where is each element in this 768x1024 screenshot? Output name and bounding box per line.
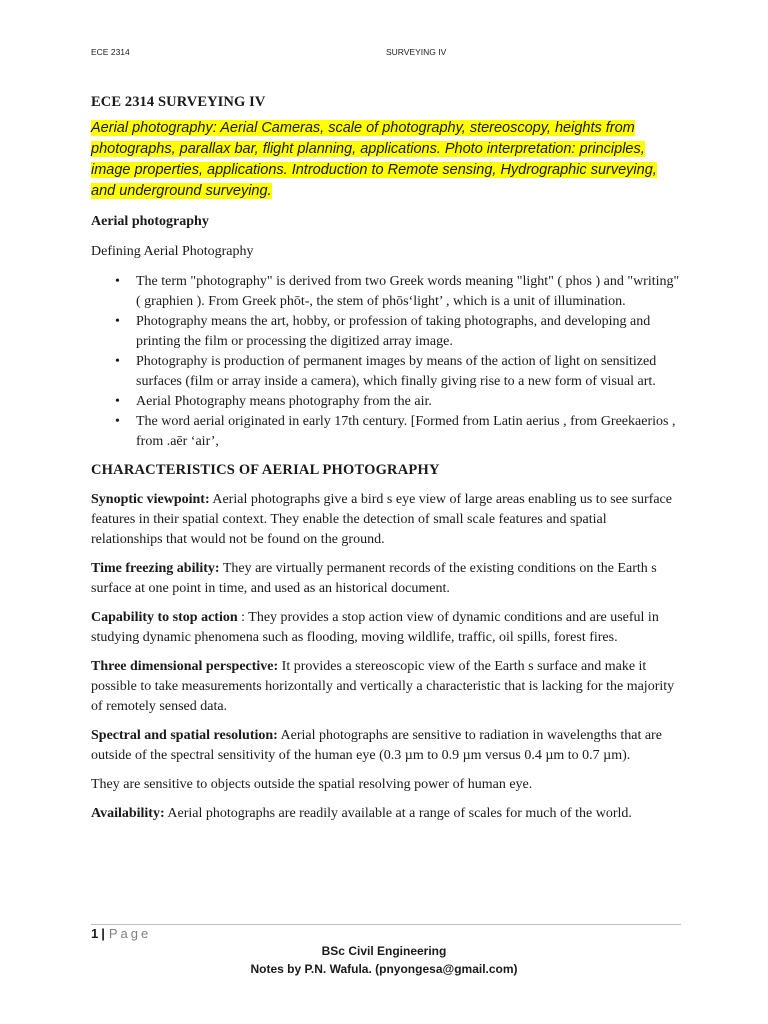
- section-heading-aerial-photography: Aerial photography: [91, 214, 209, 229]
- footer-program: BSc Civil Engineering: [321, 944, 447, 958]
- paragraph-text: Aerial photographs give a bird s eye view of large areas enabling us to see surface features in their spatial context. They enable the detection of small scale features and spatial relationships that would not be found on the ground.: [91, 492, 672, 547]
- list-item: [91, 392, 681, 412]
- list-item-text: Aerial Photography means photography from the air.: [136, 394, 432, 409]
- paragraph-three-dimensional: [91, 657, 681, 717]
- footer-divider: [91, 924, 681, 925]
- bullet-icon: •: [115, 274, 120, 289]
- page-number-separator: |: [101, 926, 105, 941]
- subheading-defining-aerial-photography: Defining Aerial Photography: [91, 244, 254, 259]
- syllabus-paragraph: [91, 118, 681, 202]
- paragraph-text: Aerial photographs are readily available at a range of scales for much of the world.: [164, 806, 632, 821]
- paragraph-label: Three dimensional perspective:: [91, 659, 279, 674]
- paragraph-label: Availability:: [91, 806, 165, 821]
- bullet-icon: •: [115, 414, 120, 429]
- list-item-text: The term "photography" is derived from two Greek words meaning "light" ( phos ) and "writing" ( graphien ). From Greek phōt-, the stem of phōs‘light’ , which is a unit of illumination.: [136, 274, 680, 309]
- running-header-title: SURVEYING IV: [386, 47, 447, 57]
- paragraph-label: Time freezing ability:: [91, 561, 220, 576]
- list-item-text: Photography means the art, hobby, or profession of taking photographs, and developing and printing the film or processing the digitized array image.: [136, 314, 651, 349]
- section-heading-characteristics: CHARACTERISTICS OF AERIAL PHOTOGRAPHY: [91, 462, 440, 478]
- page-number-value: 1: [91, 926, 99, 941]
- document-title: ECE 2314 SURVEYING IV: [91, 94, 266, 110]
- paragraph-label: Synoptic viewpoint:: [91, 492, 210, 507]
- paragraph-text: They are virtually permanent records of the existing conditions on the Earth s surface at one point in time, and used as an historical document.: [91, 561, 657, 596]
- paragraph-text: : They provides a stop action view of dynamic conditions and are useful in studying dynamic phenomena such as flooding, moving wildlife, traffic, oil spills, forest fires.: [91, 610, 659, 645]
- paragraph-availability: [91, 804, 681, 824]
- list-item-text: Photography is production of permanent images by means of the action of light on sensitized surfaces (film or array inside a camera), which finally giving rise to a new form of visual art.: [136, 354, 657, 389]
- document-body: [91, 92, 681, 833]
- list-item: [91, 412, 681, 452]
- paragraph-text: It provides a stereoscopic view of the Earth s surface and make it possible to take measurements horizontally and vertically a characteristic that is lacking for the majority of remotely sensed data.: [91, 659, 675, 714]
- list-item: [91, 352, 681, 392]
- bullet-icon: •: [115, 314, 120, 329]
- bullet-icon: •: [115, 354, 120, 369]
- paragraph-stop-action: [91, 608, 681, 648]
- paragraph-text: They are sensitive to objects outside the spatial resolving power of human eye.: [91, 777, 533, 792]
- paragraph-label: Capability to stop action: [91, 610, 238, 625]
- definition-bullet-list: [91, 272, 681, 452]
- list-item-text: The word aerial originated in early 17th century. [Formed from Latin aerius , from Greekaerios , from .aēr ‘air’,: [136, 414, 676, 449]
- syllabus-highlight: Aerial photography: Aerial Cameras, scale of photography, stereoscopy, heights from photographs, parallax bar, flight planning, applications. Photo interpretation: principles, image properties, applications. Introduction to Remote sensing, Hydrographic surveying, and underground surveying.: [91, 120, 657, 199]
- paragraph-text: Aerial photographs are sensitive to radiation in wavelengths that are outside of the spectral sensitivity of the human eye (0.3 µm to 0.9 µm versus 0.4 µm to 0.7 µm).: [91, 728, 662, 763]
- running-header-course-code: ECE 2314: [91, 47, 130, 57]
- paragraph-label: Spectral and spatial resolution:: [91, 728, 278, 743]
- paragraph-spectral-resolution: [91, 726, 681, 766]
- paragraph-time-freezing: [91, 559, 681, 599]
- bullet-icon: •: [115, 394, 120, 409]
- footer-author: Notes by P.N. Wafula. (pnyongesa@gmail.com): [250, 962, 518, 976]
- page-number: [91, 926, 151, 941]
- paragraph-resolving-power: [91, 775, 681, 795]
- paragraph-synoptic-viewpoint: [91, 490, 681, 550]
- page-number-label: Page: [108, 926, 152, 941]
- list-item: [91, 272, 681, 312]
- list-item: [91, 312, 681, 352]
